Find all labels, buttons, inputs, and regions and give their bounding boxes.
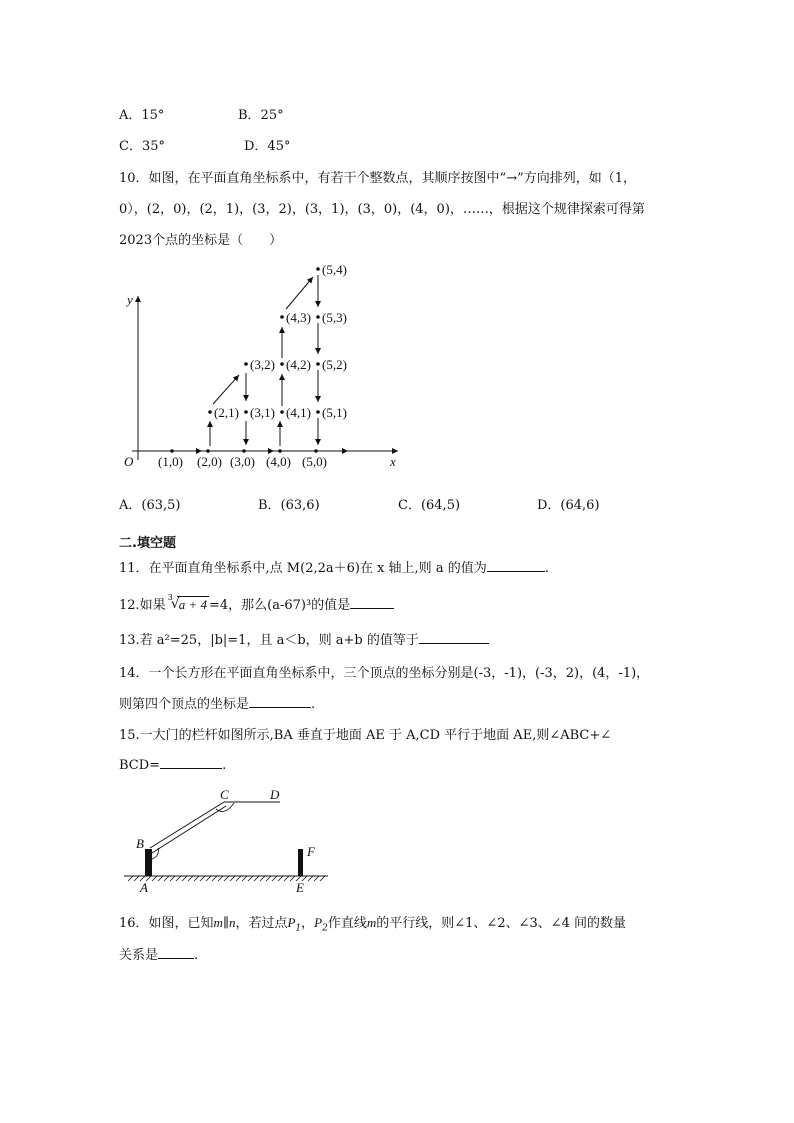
label-5-2: (5,2) (322, 357, 347, 372)
q16-p1-sub: 1 (295, 923, 302, 934)
label-4-2: (4,2) (286, 357, 311, 372)
q13-blank (419, 631, 489, 644)
label-4-3: (4,3) (286, 310, 311, 325)
q15-text: BCD= (119, 758, 161, 773)
label-4-0: (4,0) (266, 454, 291, 469)
q10-line-1: 10．如图，在平面直角坐标系中，有若干个整数点，其顺序按图中“→”方向排列，如（1， (119, 171, 636, 186)
q11-tail: . (544, 561, 549, 576)
cube-root (167, 593, 209, 613)
q10-coordinate-figure (120, 260, 410, 475)
q15-line-2 (119, 756, 226, 773)
q10-option-d: D．(64,6) (537, 498, 600, 513)
point-5-3 (316, 315, 320, 319)
section-fill-in-blank: 二.填空题 (119, 536, 176, 551)
point-5-2 (316, 362, 320, 366)
label-5-3: (5,3) (322, 310, 347, 325)
point-2-0 (206, 449, 210, 453)
q12-prefix: 12.如果 (119, 598, 166, 613)
q16-tail: . (194, 948, 199, 963)
q9-option-b: B．25° (238, 108, 284, 123)
point-4-3 (280, 315, 284, 319)
q13-text: 13.若 a²=25，|b|=1，且 a＜b，则 a+b 的值等于 (119, 633, 419, 648)
point-5-1 (316, 410, 320, 414)
label-3-0: (3,0) (230, 454, 255, 469)
q16-line-2 (119, 944, 198, 963)
q16-sep: ， (301, 916, 315, 931)
q9-option-d: D．45° (244, 139, 291, 154)
label-1-0: (1,0) (158, 454, 183, 469)
q10-line-3: 2023个点的坐标是（ ） (119, 233, 283, 248)
q10-option-c: C．(64,5) (398, 498, 461, 513)
axis-y-label: y (127, 292, 133, 307)
q14-tail: . (311, 697, 316, 712)
point-3-1 (244, 410, 248, 414)
q16-intro: 16．如图，已知 (119, 916, 214, 931)
bar-bc-lower (152, 806, 226, 853)
label-c: C (220, 787, 229, 802)
point-4-1 (280, 410, 284, 414)
q15-gate-figure (120, 786, 340, 898)
q16-n: n (228, 915, 236, 930)
point-5-0 (314, 449, 318, 453)
label-3-2: (3,2) (250, 357, 275, 372)
bar-bc-upper (150, 802, 224, 848)
label-b: B (136, 836, 144, 851)
q14-text: 则第四个顶点的坐标是 (119, 697, 250, 712)
cube-root-index: 3 (167, 593, 173, 602)
q16-line-1 (119, 912, 626, 934)
q14-blank (249, 695, 311, 708)
q12-rest: =4，那么(a-67)³的值是 (208, 598, 351, 613)
q16-text: 关系是 (119, 948, 159, 963)
q14-line-2 (119, 693, 315, 712)
label-5-4: (5,4) (322, 262, 347, 277)
label-f: F (307, 844, 315, 859)
post-ab (145, 849, 152, 876)
q11-line (119, 557, 549, 576)
q15-line-1: 15.一大门的栏杆如图所示,BA 垂直于地面 AE 于 A,CD 平行于地面 AE,则∠ABC+∠ (119, 728, 612, 743)
arrow-4-3-to-5-4 (286, 277, 313, 309)
point-2-1 (208, 410, 212, 414)
point-5-4 (316, 267, 320, 271)
post-ef (298, 849, 303, 876)
q16-parallel: ∥ (222, 916, 229, 931)
q16-m: m (213, 915, 223, 930)
q16-through: ，若过点 (235, 916, 288, 931)
label-d: D (270, 787, 280, 802)
arrow-2-1-to-3-2 (213, 375, 239, 404)
label-4-1: (4,1) (286, 405, 311, 420)
label-5-0: (5,0) (302, 454, 327, 469)
q9-option-a: A．15° (119, 108, 165, 123)
q9-option-c: C．35° (119, 139, 165, 154)
q12-line (119, 594, 394, 613)
q16-m2: m (366, 915, 377, 930)
label-2-0: (2,0) (197, 454, 222, 469)
label-a: A (140, 880, 148, 895)
q11-blank (487, 559, 545, 572)
q13-line (119, 629, 489, 648)
axis-x-label: x (390, 454, 396, 469)
q16-rest: 的平行线，则∠1、∠2、∠3、∠4 间的数量 (376, 916, 627, 931)
q16-draw: 作直线 (327, 916, 367, 931)
origin-label: O (124, 454, 134, 469)
q16-p1: P (287, 915, 296, 930)
q10-line-2: 0），(2，0)，(2，1)，(3，2)，(3，1)，(3，0)，(4，0)，……，根据这个规律探索可得第 (119, 202, 645, 217)
point-4-2 (280, 362, 284, 366)
q14-line-1: 14．一个长方形在平面直角坐标系中，三个顶点的坐标分别是(-3，-1)，(-3，2)，(4，-1)， (119, 666, 650, 681)
q16-blank (158, 946, 194, 959)
q12-blank (350, 596, 394, 609)
label-5-1: (5,1) (322, 405, 347, 420)
q16-p2: P (314, 915, 323, 930)
q11-text: 11．在平面直角坐标系中,点 M(2,2a＋6)在 x 轴上,则 a 的值为 (119, 561, 487, 576)
q12-radicand: a + 4 (178, 597, 207, 612)
label-e: E (296, 880, 304, 895)
q15-tail: . (222, 758, 227, 773)
label-2-1: (2,1) (214, 405, 239, 420)
q16-p2-sub: 2 (322, 923, 328, 934)
label-3-1: (3,1) (250, 405, 275, 420)
q15-blank (160, 756, 222, 769)
point-3-2 (244, 362, 248, 366)
point-1-0 (170, 449, 174, 453)
radical-sign: √ (170, 596, 180, 612)
q10-option-a: A．(63,5) (119, 498, 181, 513)
point-3-0 (242, 449, 246, 453)
point-4-0 (278, 449, 282, 453)
q10-option-b: B．(63,6) (258, 498, 320, 513)
